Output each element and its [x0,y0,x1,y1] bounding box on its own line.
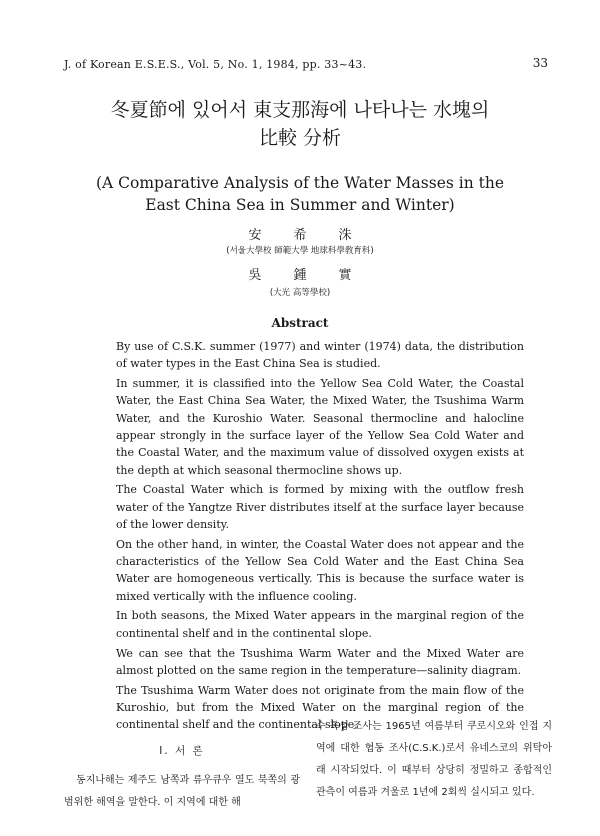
abstract-paragraph: The Coastal Water which is formed by mixing with the outflow fresh water of the Yangtze River distributes itself at the surface layer because of the lower density. [116,483,524,531]
author-affiliation-1: (서울大學校 師範大學 地球科學敎育科) [226,246,374,256]
abstract-paragraph: In both seasons, the Mixed Water appears in the marginal region of the continental shelf and in the continental slope. [116,609,524,640]
body-paragraph-right: 수 특성 조사는 1965년 여름부터 쿠로시오와 인접 지역에 대한 협동 조사(C.S.K.)로서 유네스코의 위탁아래 시작되었다. 이 때부터 상당히 정밀하고 종합적인 관측이 여름과 겨울로 1년에 2회씩 실시되고 있다. [316,721,552,798]
author-affiliation-2: (大光 高等學校) [269,288,331,298]
abstract-paragraph: We can see that the Tsushima Warm Water and the Mixed Water are almost plotted on the same region in the temperature—salinity diagram. [116,646,524,677]
english-title-line1: (A Comparative Analysis of the Water Masses in the [95,174,505,192]
korean-title-line1: 冬夏節에 있어서 東支那海에 나타나는 水塊의 [110,99,490,121]
page-number: 33 [532,56,548,70]
abstract-paragraph: On the other hand, in winter, the Coastal Water does not appear and the characteristics of the Yellow Sea Cold Water and the East China Sea Water are homogeneous vertically. This is because the surface water is mixed vertically with the influence cooling. [116,537,524,603]
author-name-1: 安希洙 [248,228,384,243]
korean-title-line2: 比較 分析 [258,127,342,149]
author-name-2: 吳鍾實 [248,268,384,283]
body-left-column [64,740,300,814]
korean-title [0,96,600,152]
abstract-body [116,338,524,736]
english-title [0,172,600,216]
abstract-paragraph: The Tsushima Warm Water does not originate from the main flow of the Kuroshio, but from the Mixed Water on the marginal region of the continental shelf and the continental slope. [116,683,524,732]
english-title-line2: East China Sea in Summer and Winter) [145,196,455,214]
section-heading-introduction: I. 서 론 [159,745,205,757]
abstract-paragraph: In summer, it is classified into the Yellow Sea Cold Water, the Coastal Water, the East China Sea Water, the Mixed Water, the Tsushima Warm Water, and the Kuroshio Water. Seasonal thermocline and halocline appear strongly in the surface layer of the Yellow Sea Cold Water and the Coastal Water, and the maximum value of dissolved oxygen exists at the depth at which seasonal thermocline shows up. [116,377,524,477]
abstract-paragraph: By use of C.S.K. summer (1977) and winter (1974) data, the distribution of water types in the East China Sea is studied. [116,340,524,371]
abstract-heading: Abstract [271,316,329,330]
journal-citation: J. of Korean E.S.E.S., Vol. 5, No. 1, 1984, pp. 33~43. [64,58,367,71]
body-right-column [316,716,552,804]
body-paragraph-left: 동지나해는 제주도 남쪽과 류우큐우 열도 북쪽의 광범위한 해역을 말한다. 이 지역에 대한 해 [64,775,300,808]
